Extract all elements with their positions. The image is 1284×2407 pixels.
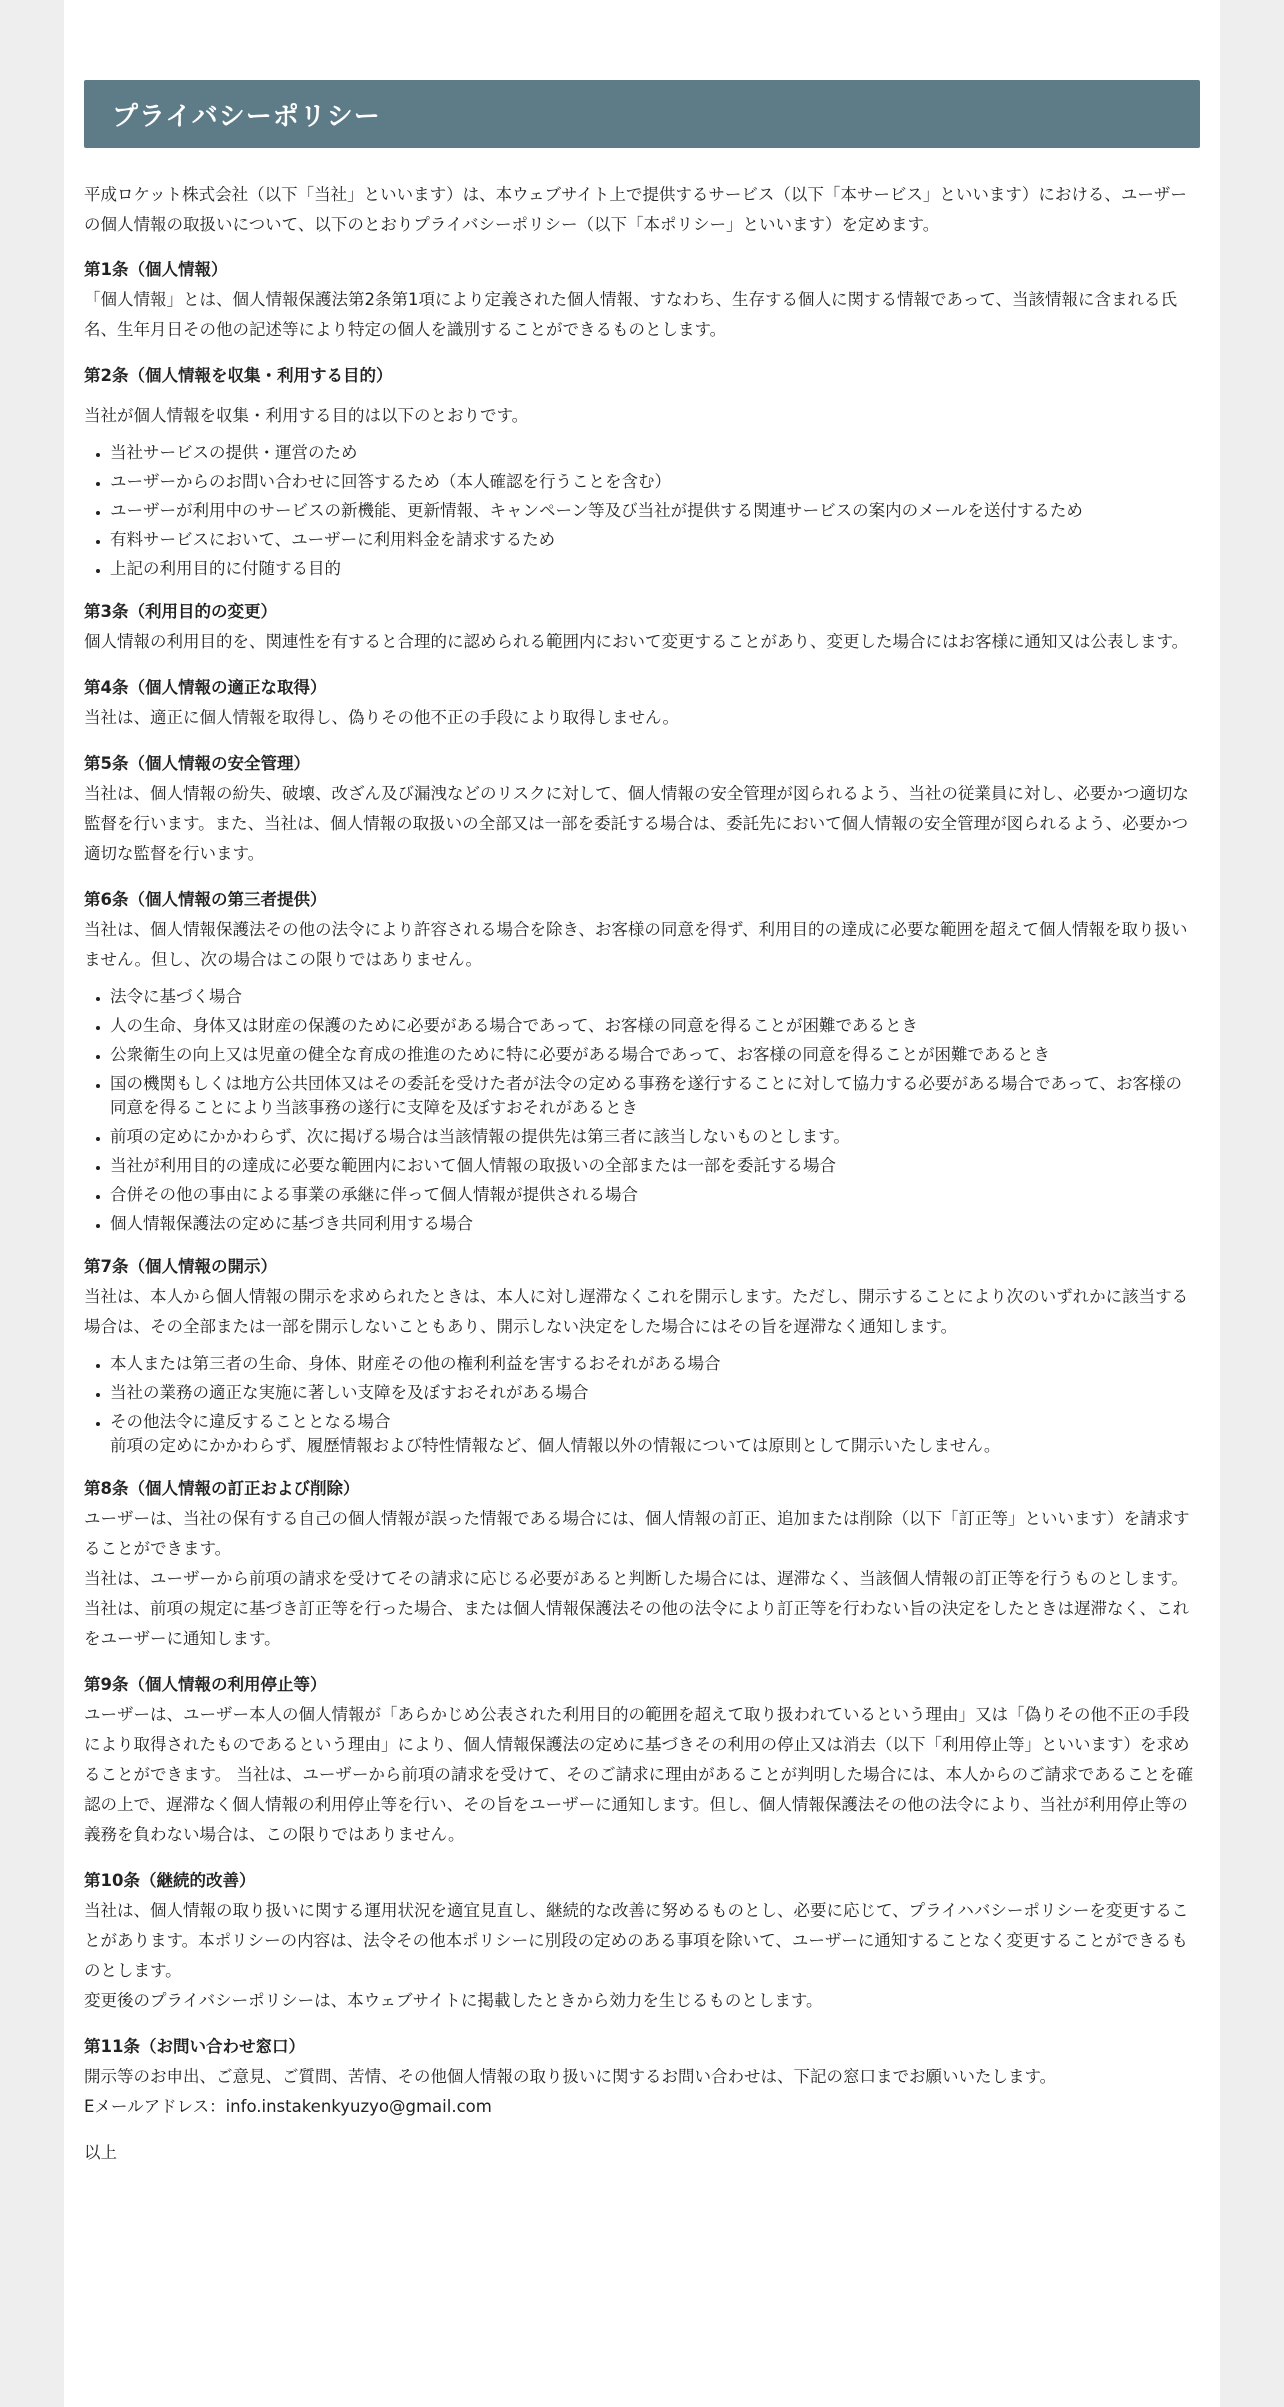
article-paragraph: 当社は、前項の規定に基づき訂正等を行った場合、または個人情報保護法その他の法令により訂正等を行わない旨の決定をしたときは遅滞なく、これをユーザーに通知します。 [84,1599,1190,1648]
list-item: • 当社の業務の適正な実施に著しい支障を及ぼすおそれがある場合 [110,1381,1198,1405]
closing-text: 以上 [84,2143,117,2162]
article-3 [84,597,1198,657]
intro-paragraph: 平成ロケット株式会社（以下「当社」といいます）は、本ウェブサイト上で提供するサービス（以下「本サービス」といいます）における、ユーザーの個人情報の取扱いについて、以下のとおりプライバシーポリシー（以下「本ポリシー」といいます）を定めます。 [84,185,1187,234]
article-heading: 第7条（個人情報の開示） [84,1257,277,1276]
article-paragraph: 個人情報の利用目的を、関連性を有すると合理的に認められる範囲内において変更することがあり、変更した場合にはお客様に通知又は公表します。 [84,632,1189,651]
list-item: • 国の機関もしくは地方公共団体又はその委託を受けた者が法令の定める事務を遂行することに対して協力する必要がある場合であって、お客様の同意を得ることにより当該事務の遂行に支障を及ぼすおそれがあるとき [110,1072,1198,1120]
list-item: • 合併その他の事由による事業の承継に伴って個人情報が提供される場合 [110,1183,1198,1207]
list-item [110,1410,1198,1458]
article-paragraph: 当社は、個人情報の取り扱いに関する運用状況を適宜見直し、継続的な改善に努めるものとし、必要に応じて、プライハバシーポリシーを変更することがあります。本ポリシーの内容は、法令その他本ポリシーに別段の定めのある事項を除いて、ユーザーに通知することなく変更することができるものとします。 [84,1901,1189,1980]
article-paragraph: ユーザーは、当社の保有する自己の個人情報が誤った情報である場合には、個人情報の訂正、追加または削除（以下「訂正等」といいます）を請求することができます。 [84,1509,1190,1558]
policy-content [84,180,1200,2168]
list-item: • 前項の定めにかかわらず、次に掲げる場合は当該情報の提供先は第三者に該当しないものとします。 [110,1125,1198,1149]
article-heading: 第6条（個人情報の第三者提供） [84,890,327,909]
article-10 [84,1866,1198,2016]
list-item: • 個人情報保護法の定めに基づき共同利用する場合 [110,1212,1198,1236]
non-disclosure-list [84,1352,1198,1458]
list-item: • 本人または第三者の生命、身体、財産その他の権利利益を害するおそれがある場合 [110,1352,1198,1376]
article-2 [84,361,1198,581]
list-item: • ユーザーが利用中のサービスの新機能、更新情報、キャンペーン等及び当社が提供する関連サービスの案内のメールを送付するため [110,499,1198,523]
article-paragraph: 変更後のプライバシーポリシーは、本ウェブサイトに掲載したときから効力を生じるものとします。 [84,1991,823,2010]
article-5 [84,749,1198,869]
article-1 [84,255,1198,345]
article-heading: 第11条（お問い合わせ窓口） [84,2037,305,2056]
article-paragraph: 開示等のお申出、ご意見、ご質問、苦情、その他個人情報の取り扱いに関するお問い合わせは、下記の窓口までお願いいたします。 [84,2067,1057,2086]
list-item: • 人の生命、身体又は財産の保護のために必要がある場合であって、お客様の同意を得ることが困難であるとき [110,1014,1198,1038]
article-paragraph: 当社は、ユーザーから前項の請求を受けてその請求に応じる必要があると判断した場合には、遅滞なく、当該個人情報の訂正等を行うものとします。 [84,1569,1188,1588]
article-9 [84,1670,1198,1850]
list-item: • 有料サービスにおいて、ユーザーに利用料金を請求するため [110,528,1198,552]
page-title-bar [84,80,1200,148]
article-6 [84,885,1198,1236]
list-item: • 当社サービスの提供・運営のため [110,441,1198,465]
article-11 [84,2032,1198,2122]
list-item-text: その他法令に違反することとなる場合 [110,1412,391,1431]
list-item: • ユーザーからのお問い合わせに回答するため（本人確認を行うことを含む） [110,470,1198,494]
article-paragraph: 当社は、個人情報保護法その他の法令により許容される場合を除き、お客様の同意を得ず、利用目的の達成に必要な範囲を超えて個人情報を取り扱いません。但し、次の場合はこの限りではありません。 [84,920,1188,969]
article-4 [84,673,1198,733]
article-heading: 第8条（個人情報の訂正および削除） [84,1479,360,1498]
exception-list [84,985,1198,1236]
page-container [64,0,1220,2407]
article-heading: 第9条（個人情報の利用停止等） [84,1675,327,1694]
article-paragraph: 当社は、適正に個人情報を取得し、偽りその他不正の手段により取得しません。 [84,708,679,727]
article-7 [84,1252,1198,1458]
article-heading: 第5条（個人情報の安全管理） [84,754,310,773]
list-item: • 上記の利用目的に付随する目的 [110,557,1198,581]
list-item: • 法令に基づく場合 [110,985,1198,1009]
article-paragraph: ユーザーは、ユーザー本人の個人情報が「あらかじめ公表された利用目的の範囲を超えて取り扱われているという理由」又は「偽りその他不正の手段により取得されたものであるという理由」により、個人情報保護法の定めに基づきその利用の停止又は消去（以下「利用停止等」といいます）を求めることができます。 当社は、ユーザーから前項の請求を受けて、そのご請求に理由があることが判明した場合には、本人からのご請求であることを確認の上で、遅滞なく個人情報の利用停止等を行い、その旨をユーザーに通知します。但し、個人情報保護法その他の法令により、当社が利用停止等の義務を負わない場合は、この限りではありません。 [84,1705,1194,1844]
page-title: プライバシーポリシー [112,101,381,132]
article-paragraph: 「個人情報」とは、個人情報保護法第2条第1項により定義された個人情報、すなわち、生存する個人に関する情報であって、当該情報に含まれる氏名、生年月日その他の記述等により特定の個人を識別することができるものとします。 [84,290,1178,339]
list-item-note: 前項の定めにかかわらず、履歴情報および特性情報など、個人情報以外の情報については原則として開示いたしません。 [110,1436,1001,1455]
article-heading: 第4条（個人情報の適正な取得） [84,678,327,697]
article-heading: 第2条（個人情報を収集・利用する目的） [84,366,393,385]
article-8 [84,1474,1198,1654]
purpose-list [84,441,1198,581]
article-heading: 第3条（利用目的の変更） [84,602,277,621]
article-paragraph: 当社は、本人から個人情報の開示を求められたときは、本人に対し遅滞なくこれを開示します。ただし、開示することにより次のいずれかに該当する場合は、その全部または一部を開示しないこともあり、開示しない決定をした場合にはその旨を遅滞なく通知します。 [84,1287,1189,1336]
contact-email: Eメールアドレス：info.instakenkyuzyo@gmail.com [84,2097,492,2116]
article-heading: 第1条（個人情報） [84,260,228,279]
list-item: • 当社が利用目的の達成に必要な範囲内において個人情報の取扱いの全部または一部を委託する場合 [110,1154,1198,1178]
article-lead: 当社が個人情報を収集・利用する目的は以下のとおりです。 [84,406,529,425]
article-heading: 第10条（継続的改善） [84,1871,256,1890]
article-paragraph: 当社は、個人情報の紛失、破壊、改ざん及び漏洩などのリスクに対して、個人情報の安全管理が図られるよう、当社の従業員に対し、必要かつ適切な監督を行います。また、当社は、個人情報の取扱いの全部又は一部を委託する場合は、委託先において個人情報の安全管理が図られるよう、必要かつ適切な監督を行います。 [84,784,1189,863]
list-item: • 公衆衛生の向上又は児童の健全な育成の推進のために特に必要がある場合であって、お客様の同意を得ることが困難であるとき [110,1043,1198,1067]
